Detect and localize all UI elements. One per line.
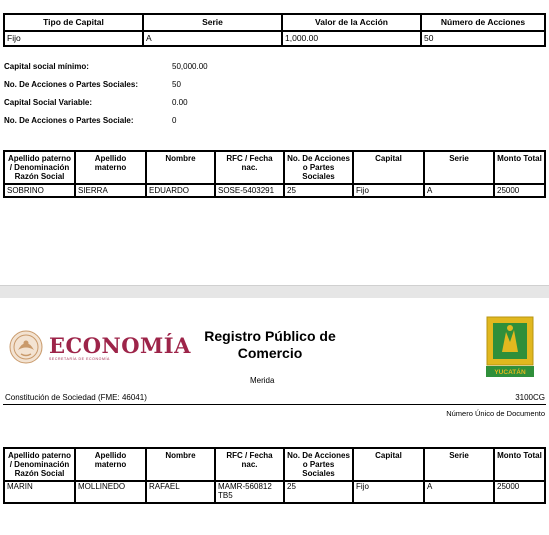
cell: MARIN (4, 481, 75, 503)
constitucion-label: Constitución de Sociedad (FME: 46041) (5, 393, 147, 402)
cell-tipo-capital: Fijo (4, 31, 143, 46)
cell: SOBRINO (4, 184, 75, 197)
cell: EDUARDO (146, 184, 215, 197)
summary-label: Capital Social Variable: (4, 98, 93, 107)
cell: MOLLINEDO (75, 481, 146, 503)
cell: A (424, 184, 494, 197)
cell: 25000 (494, 481, 545, 503)
col-rfc: RFC / Fecha nac. (215, 151, 284, 184)
cell: SOSE-5403291 (215, 184, 284, 197)
city-label: Merida (250, 376, 275, 385)
col-serie: Serie (424, 151, 494, 184)
summary-value: 50,000.00 (172, 62, 208, 71)
col-monto-total: Monto Total (494, 448, 545, 481)
document-title: Registro Público de Comercio (204, 328, 336, 361)
cell: Fijo (353, 184, 424, 197)
cell-serie: A (143, 31, 282, 46)
summary-label: No. De Acciones o Partes Sociale: (4, 116, 134, 125)
table-row (4, 31, 545, 46)
codigo-label: 3100CG (515, 393, 545, 402)
table-row (4, 184, 545, 197)
cell-valor-accion: 1,000.00 (282, 31, 421, 46)
summary-value: 0 (172, 116, 177, 125)
col-apellido-paterno: Apellido paterno / Denominación Razón Social (4, 151, 75, 184)
col-valor-accion: Valor de la Acción (282, 14, 421, 31)
summary-value: 0.00 (172, 98, 188, 107)
economia-subtitle: SECRETARÍA DE ECONOMÍA (49, 357, 110, 361)
eagle-emblem-icon (9, 330, 43, 364)
col-monto-total: Monto Total (494, 151, 545, 184)
summary-label: Capital social mínimo: (4, 62, 89, 71)
cell: 25000 (494, 184, 545, 197)
yucatan-banner: YUCATÁN (494, 369, 526, 376)
col-apellido-paterno: Apellido paterno / Denominación Razón Social (4, 448, 75, 481)
col-nombre: Nombre (146, 151, 215, 184)
cell: A (424, 481, 494, 503)
cell: Fijo (353, 481, 424, 503)
col-rfc: RFC / Fecha nac. (215, 448, 284, 481)
col-apellido-materno: Apellido materno (75, 151, 146, 184)
cell: 25 (284, 184, 353, 197)
header-rule (3, 404, 546, 405)
col-apellido-materno: Apellido materno (75, 448, 146, 481)
col-acciones: No. De Acciones o Partes Sociales (284, 151, 353, 184)
col-capital: Capital (353, 448, 424, 481)
economia-logo (9, 330, 191, 364)
table-row (4, 481, 545, 503)
col-acciones: No. De Acciones o Partes Sociales (284, 448, 353, 481)
summary-value: 50 (172, 80, 181, 89)
economia-title: ECONOMÍA (49, 333, 191, 358)
cell-numero-acciones: 50 (421, 31, 545, 46)
col-nombre: Nombre (146, 448, 215, 481)
socios-table-page2 (3, 447, 546, 504)
col-numero-acciones: Número de Acciones (421, 14, 545, 31)
cell: RAFAEL (146, 481, 215, 503)
col-serie: Serie (143, 14, 282, 31)
page-divider (0, 285, 549, 298)
socios-table (3, 150, 546, 198)
capital-table (3, 13, 546, 47)
col-capital: Capital (353, 151, 424, 184)
cell: 25 (284, 481, 353, 503)
yucatan-shield-icon (486, 316, 534, 378)
cell: SIERRA (75, 184, 146, 197)
cell: MAMR-560812 TB5 (215, 481, 284, 503)
col-serie: Serie (424, 448, 494, 481)
col-tipo-capital: Tipo de Capital (4, 14, 143, 31)
nud-label: Número Único de Documento (446, 409, 545, 418)
summary-label: No. De Acciones o Partes Sociales: (4, 80, 138, 89)
